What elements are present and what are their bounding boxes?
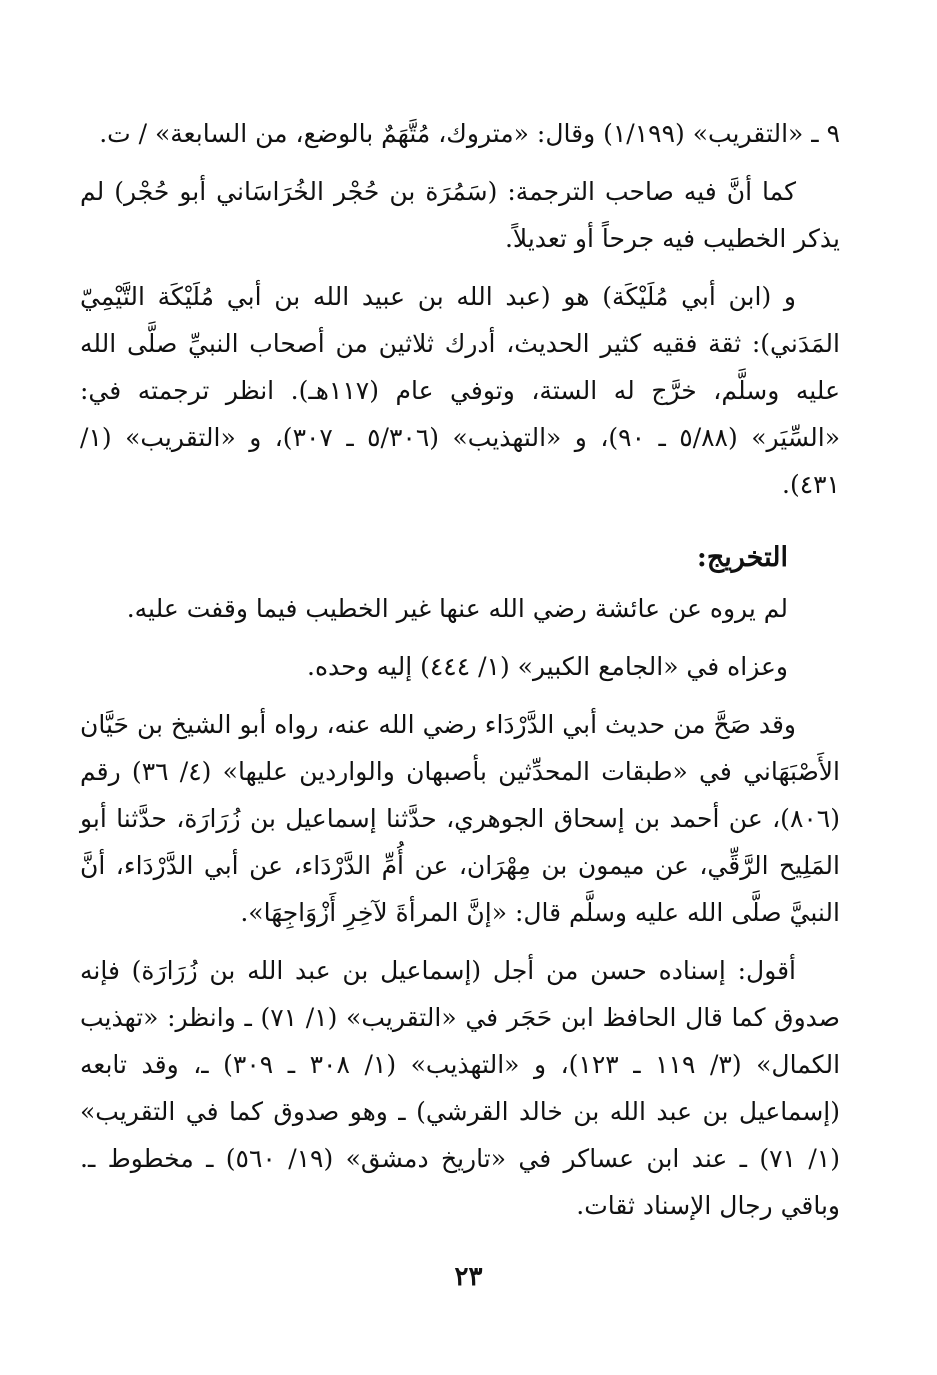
hadith-paragraph: وقد صَحَّ من حديث أبي الدَّرْدَاء رضي الله عنه، رواه أبو الشيخ بن حَيَّان الأَصْبَهَاني في «طبقات المحدِّثين بأصبهان والواردين عليها» (٤/ ٣٦) رقم (٨٠٦)، عن أحمد بن إسحاق الجوهري، حدَّثنا إسماعيل بن زُرَارَة، حدَّثنا أبو المَلِيح الرَّقِّي، عن ميمون بن مِهْرَان، عن أُمِّ الدَّرْدَاء، عن أبي الدَّرْدَاء، أنَّ النبيَّ صلَّى الله عليه وسلَّم قال: «إنَّ المرأةَ لآخِرِ أَزْوَاجِهَا». <box>80 710 840 927</box>
footnote-paragraph: ٩ ـ «التقريب» (١/١٩٩) وقال: «متروك، مُتَّهَمٌ بالوضع، من السابعة» / ت. <box>99 119 840 148</box>
isnad-assessment-paragraph: أقول: إسناده حسن من أجل (إسماعيل بن عبد الله بن زُرَارَة) فإنه صدوق كما قال الحافظ ابن حَجَر في «التقريب» (١/ ٧١) ـ وانظر: «تهذيب الكمال» (٣/ ١١٩ ـ ١٢٣)، و «التهذيب» (١/ ٣٠٨ ـ ٣٠٩) ـ، وقد تابعه (إسماعيل بن عبد الله بن خالد القرشي) ـ وهو صدوق كما في التقريب» (١/ ٧١) ـ عند ابن عساكر في «تاريخ دمشق» (١٩/ ٥٦٠) ـ مخطوط ـ. وباقي رجال الإسناد ثقات. <box>80 956 841 1220</box>
narrator-bio-paragraph: و (ابن أبي مُلَيْكَة) هو (عبد الله بن عبيد الله بن أبي مُلَيْكَة التَّيْمِيّ المَدَني): ثقة فقيه كثير الحديث، أدرك ثلاثين من أصحاب النبيِّ صلَّى الله عليه وسلَّم، خرَّج له الستة، وتوفي عام (١١٧هـ). انظر ترجمته في: «السِّيَر» (٥/٨٨ ـ ٩٠)، و «التهذيب» (٥/٣٠٦ ـ ٣٠٧)، و «التقريب» (١/ ٤٣١). <box>80 282 841 499</box>
narrator-note-paragraph: كما أنَّ فيه صاحب الترجمة: (سَمُرَة بن حُجْر الخُرَاسَاني أبو حُجْر) لم يذكر الخطيب فيه جرحاً أو تعديلاً. <box>80 177 840 253</box>
page-number: ٢٣ <box>454 1262 483 1292</box>
takhrij-line: لم يروه عن عائشة رضي الله عنها غير الخطيب فيما وقفت عليه. <box>126 594 788 623</box>
takhrij-line: وعزاه في «الجامع الكبير» (١/ ٤٤٤) إليه وحده. <box>307 652 788 681</box>
page-body <box>80 110 840 1240</box>
takhrij-heading: التخريج: <box>696 542 788 573</box>
